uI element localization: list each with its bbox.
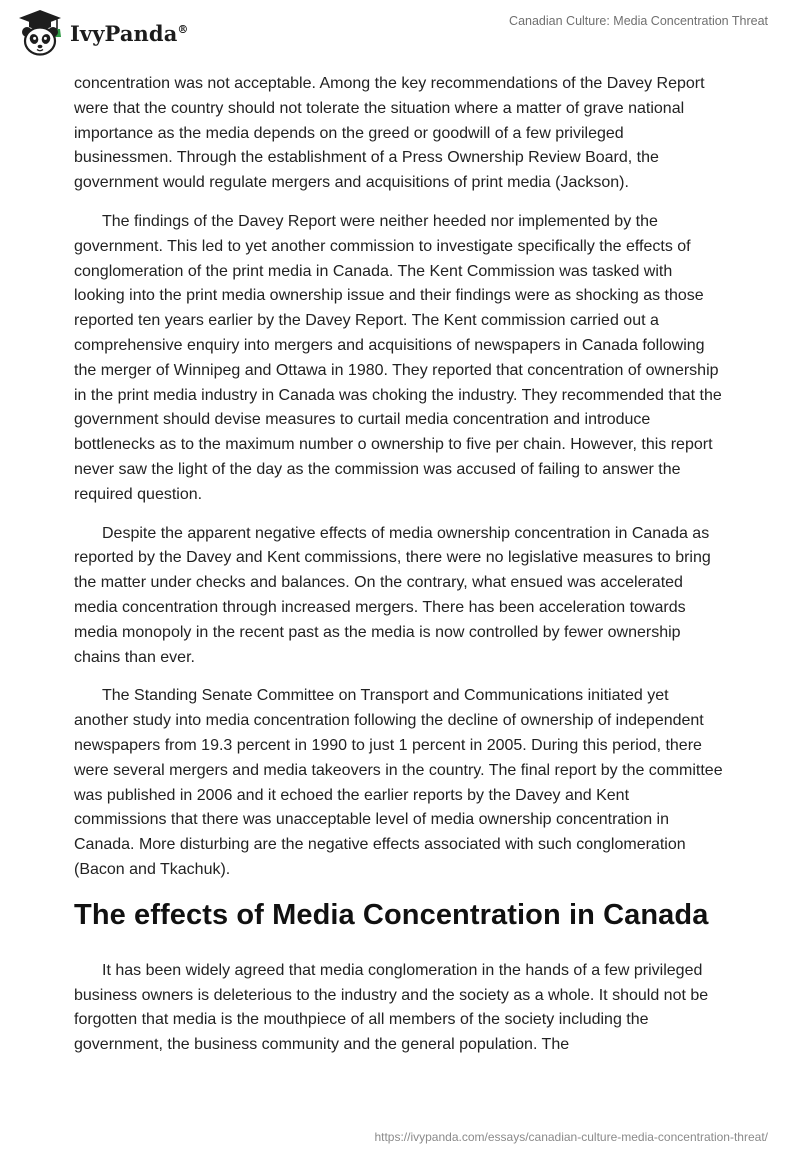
brand-logo[interactable] — [14, 8, 189, 58]
source-url[interactable]: https://ivypanda.com/essays/canadian-culture-media-concentration-threat/ — [374, 1130, 768, 1144]
paragraph: It has been widely agreed that media conglomeration in the hands of a few privileged business owners is deleterious to the industry and the society as a whole. It should not be forgotten that media is the mouthpiece of all members of the society including the government, the business community and the general population. The — [74, 961, 709, 1054]
paragraph: Despite the apparent negative effects of media ownership concentration in Canada as reported by the Davey and Kent commissions, there were no legislative measures to bring the matter under checks and balances. On the contrary, what ensued was accelerated media concentration through increased mergers. There has been acceleration towards media monopoly in the recent past as the media is now controlled by fewer ownership chains than ever. — [74, 524, 711, 666]
document-title: Canadian Culture: Media Concentration Threat — [509, 14, 768, 28]
section-heading: The effects of Media Concentration in Canada — [74, 898, 709, 931]
paragraph: concentration was not acceptable. Among the key recommendations of the Davey Report were that the country should not tolerate the situation where a matter of grave national importance as the media depends on the greed or goodwill of a few privileged businessmen. Through the establishment of a Press Ownership Review Board, the government would regulate mergers and acquisitions of print media (Jackson). — [74, 75, 705, 192]
paragraph: The findings of the Davey Report were neither heeded nor implemented by the government. This led to yet another commission to investigate specifically the effects of conglomeration of the print media in Canada. The Kent Commission was tasked with looking into the print media ownership issue and their findings were as shocking as those reported ten years earlier by the Davey Report. The Kent commission carried out a comprehensive enquiry into mergers and acquisitions of newspapers in Canada following the merger of Winnipeg and Ottawa in 1980. They reported that concentration of ownership in the print media industry in Canada was choking the industry. They recommended that the government should devise measures to curtail media concentration and introduce bottlenecks as to the maximum number o ownership to five per chain. However, this report never saw the light of the day as the commission was accused of failing to answer the required question. — [74, 212, 722, 503]
page-header — [0, 0, 800, 70]
panda-logo-icon — [14, 8, 66, 58]
paragraph: The Standing Senate Committee on Transport and Communications initiated yet another study into media concentration following the decline of ownership of independent newspapers from 19.3 percent in 1990 to just 1 percent in 2005. During this period, there were several mergers and media takeovers in the country. The final report by the committee was published in 2006 and it echoed the earlier reports by the Davey and Kent commissions that there was unacceptable level of media ownership concentration in Canada. More disturbing are the negative effects associated with such conglomeration (Bacon and Tkachuk). — [74, 687, 723, 878]
brand-name: IvyPanda® — [70, 20, 189, 46]
essay-content — [74, 72, 724, 1072]
